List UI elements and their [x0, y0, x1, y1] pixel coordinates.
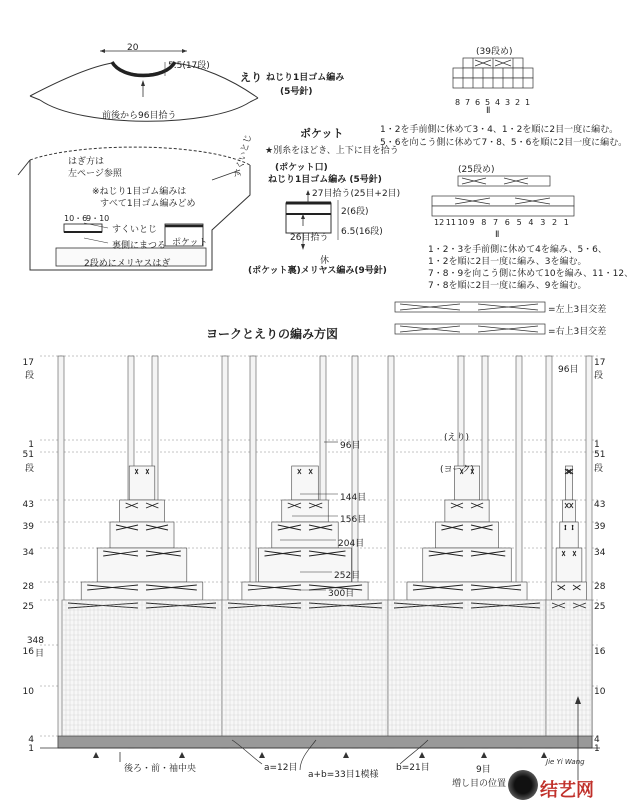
- row-label-left: 39: [22, 522, 34, 532]
- row25-number: 11: [445, 218, 456, 227]
- yoke-region-label: (ヨーク): [440, 465, 475, 475]
- row25-number: 3: [540, 218, 546, 227]
- nine-label: 9目: [476, 765, 491, 775]
- neck-width-label: 20: [127, 43, 139, 53]
- row25-number: 12: [434, 218, 445, 227]
- count-156: 156目: [340, 515, 367, 525]
- row-label-left: 17: [22, 358, 34, 368]
- row39-title: (39段め): [476, 47, 513, 57]
- count-96: 96目: [340, 441, 361, 451]
- marker-triangle: [179, 752, 185, 758]
- row-label-right: 段: [594, 464, 604, 474]
- row25-number: 7: [493, 218, 499, 227]
- row25-number: 2: [552, 218, 558, 227]
- row39-line-1: 1・2を手前側に休めて3・4、1・2を順に2目一度に編む。: [380, 125, 619, 135]
- yoke-block: [97, 548, 187, 582]
- row25-number: 8: [481, 218, 487, 227]
- row39-chart: [453, 58, 533, 88]
- row-label-right: 39: [594, 522, 606, 532]
- row-label-right: 10: [594, 687, 606, 697]
- row-label-right: 43: [594, 500, 606, 510]
- rib-marks-b: 9・10: [86, 214, 110, 223]
- row39-number: 5: [485, 98, 491, 107]
- count-252: 252目: [334, 571, 361, 581]
- yoke-block: [222, 600, 388, 748]
- row25-number: 6: [504, 218, 510, 227]
- row25-line-1: 1・2・3を手前側に休めて4を編み、5・6、: [428, 245, 607, 255]
- yoke-chart-grid: [40, 356, 600, 780]
- yoke-block: [556, 548, 582, 582]
- marker-triangle: [93, 752, 99, 758]
- rib-note-2: すべて1目ゴム編みどめ: [100, 199, 196, 209]
- count-144: 144目: [340, 493, 367, 503]
- row-label-left: 43: [22, 500, 34, 510]
- watermark-seal-icon: [508, 770, 538, 800]
- count-204: 204目: [338, 539, 365, 549]
- row39-number: 7: [465, 98, 471, 107]
- row-label-right: 51: [594, 450, 606, 460]
- row25-eq: Ⅱ: [495, 230, 500, 240]
- row-label-left: 25: [22, 602, 34, 612]
- b-label: b=21目: [396, 763, 430, 773]
- row-label-right: 1: [594, 744, 600, 754]
- row-label-left: 段: [24, 371, 34, 381]
- marker-triangle: [419, 752, 425, 758]
- pocket-label: ポケット: [172, 238, 208, 248]
- row-label-right: 34: [594, 548, 606, 558]
- row39-number: 4: [495, 98, 501, 107]
- row39-number: 8: [455, 98, 461, 107]
- row39-line-2: 5・6を向こう側に休めて7・8、5・6を順に2目一度に編む。: [380, 138, 628, 148]
- marker-triangle: [343, 752, 349, 758]
- watermark-en: Jie Yi Wang: [546, 758, 585, 766]
- row39-number: 2: [515, 98, 521, 107]
- yoke-block: [407, 582, 527, 600]
- pocket-rows-65: 6.5(16段): [341, 227, 383, 237]
- chart-title: ヨークとえりの編み方図: [206, 327, 339, 341]
- row-label-left: 1: [28, 744, 34, 754]
- legend-left-cross: =左上3目交差: [548, 305, 607, 315]
- marker-triangle: [481, 752, 487, 758]
- marker-triangle: [259, 752, 265, 758]
- side-seam-label: すくいとじ: [232, 133, 255, 180]
- increase-label: 増し目の位置: [452, 779, 507, 789]
- cross-legend: [395, 302, 545, 334]
- row-label-left: 4: [28, 735, 34, 745]
- a-label: a=12目: [264, 763, 298, 773]
- row-label-left: 28: [22, 582, 34, 592]
- ab-label: a+b=33目1模様: [308, 770, 379, 780]
- collar-title: えり: [240, 71, 262, 84]
- yoke-block: [81, 582, 203, 600]
- seam-note-2: 左ページ参照: [68, 169, 122, 179]
- row-label-left: 1: [28, 440, 34, 450]
- row25-chart: [432, 176, 574, 216]
- row25-number: 5: [516, 218, 522, 227]
- neck-rows-label: 5.5(17段): [168, 61, 210, 71]
- row-label-right: 28: [594, 582, 606, 592]
- yoke-block: [560, 522, 578, 548]
- pocket-mouth-label: (ポケット口): [275, 163, 328, 173]
- pocket-note: ★別糸をほどき、上下に目を拾う: [265, 146, 399, 156]
- row25-line-2: 1・2を順に2目一度に編み、3を編む。: [428, 257, 587, 267]
- row-label-right: 25: [594, 602, 606, 612]
- count-96-right: 96目: [558, 365, 579, 375]
- yoke-block: [423, 548, 511, 582]
- pocket-pickup: 27目拾う(25目+2目): [312, 189, 401, 199]
- row-label-right: 1: [594, 440, 600, 450]
- row-label-left: 10: [22, 687, 34, 697]
- seam-note-1: はぎ方は: [68, 157, 105, 167]
- yoke-block: [552, 582, 587, 600]
- watermark-text: 结艺网: [540, 780, 594, 801]
- row25-number: 10: [457, 218, 468, 227]
- yoke-block: [546, 600, 592, 748]
- yoke-block: [292, 466, 319, 500]
- row-label-left: 348目: [26, 636, 44, 659]
- yoke-block: [563, 500, 576, 522]
- row-label-right: 17: [594, 358, 606, 368]
- collar-needle: (5号針): [280, 87, 313, 97]
- legend-right-cross: =右上3目交差: [548, 327, 607, 337]
- row25-title: (25段め): [458, 165, 495, 175]
- count-300: 300目: [328, 589, 355, 599]
- row-label-right: 段: [594, 371, 604, 381]
- row25-number: 9: [469, 218, 475, 227]
- row39-number: 1: [525, 98, 531, 107]
- pocket-title: ポケット: [300, 127, 344, 140]
- row39-number: 3: [505, 98, 511, 107]
- row-label-left: 51: [22, 450, 34, 460]
- center-label: 後ろ・前・袖中央: [124, 764, 197, 774]
- yoke-block: [129, 466, 155, 500]
- row-label-right: 16: [594, 647, 606, 657]
- row25-number: 4: [528, 218, 534, 227]
- row39-eq: Ⅱ: [486, 106, 491, 116]
- pickup-note: 前後から96目拾う: [102, 111, 177, 121]
- rib-note-1: ※ねじり1目ゴム編みは: [92, 187, 187, 197]
- collar-pattern: ねじり1目ゴム編み: [266, 73, 345, 83]
- row25-line-3: 7・8・9を向こう側に休めて10を編み、11・12、: [428, 269, 634, 279]
- row25-line-4: 7・8を順に2目一度に編み、9を編む。: [428, 281, 587, 291]
- row-label-right: 4: [594, 735, 600, 745]
- collar-region-label: (えり): [444, 433, 470, 443]
- pocket-rows-2: 2(6段): [341, 207, 369, 217]
- pocket-pickup-26: 26目拾う: [290, 233, 329, 243]
- row-label-left: 段: [24, 464, 34, 474]
- row39-number: 6: [475, 98, 481, 107]
- row-label-left: 16: [22, 647, 34, 657]
- row-label-left: 34: [22, 548, 34, 558]
- back-whip-label: 裏側にまつる: [112, 241, 167, 251]
- pocket-back-label: (ポケット裏)メリヤス編み(9号針): [248, 266, 387, 276]
- rib-marks-a: 10・6: [64, 214, 88, 223]
- graft-note: 2段めにメリヤスはぎ: [84, 259, 171, 269]
- bottom-rib-band: [58, 736, 592, 748]
- row25-number: 1: [563, 218, 569, 227]
- pocket-mouth-pattern: ねじり1目ゴム編み (5号針): [268, 175, 382, 185]
- pocket-rest: 休: [320, 256, 330, 266]
- yoke-block: [388, 600, 546, 748]
- slip-stitch-label: すくいとじ: [112, 225, 158, 235]
